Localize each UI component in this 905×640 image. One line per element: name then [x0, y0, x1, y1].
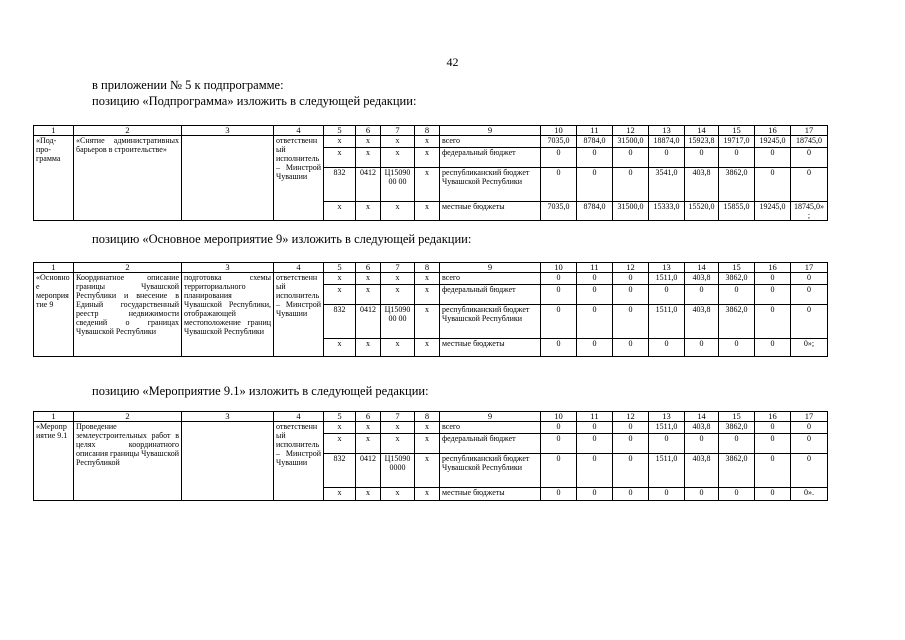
budget-code: 832 [324, 168, 356, 202]
funding-value: 0 [541, 488, 577, 501]
budget-code: x [324, 422, 356, 434]
budget-code: x [415, 434, 440, 454]
funding-value: 8784,0 [577, 202, 613, 221]
column-number: 9 [440, 263, 541, 273]
budget-code: x [356, 136, 381, 148]
column-number: 16 [755, 263, 791, 273]
budget-code: x [415, 136, 440, 148]
funding-value: 0 [541, 434, 577, 454]
funding-value: 18745,0»; [791, 202, 828, 221]
column-number: 2 [74, 412, 182, 422]
column-number: 7 [381, 126, 415, 136]
column-number: 8 [415, 412, 440, 422]
funding-value: 18745,0 [791, 136, 828, 148]
budget-code: x [415, 273, 440, 285]
funding-value: 0 [577, 168, 613, 202]
funding-value: 0 [577, 305, 613, 339]
funding-value: 0 [541, 305, 577, 339]
funding-value: 0 [791, 434, 828, 454]
funding-value: 19717,0 [719, 136, 755, 148]
budget-code: x [324, 434, 356, 454]
funding-value: 0 [755, 488, 791, 501]
funding-value: 3862,0 [719, 273, 755, 285]
funding-value: 0 [755, 273, 791, 285]
budget-code: x [381, 434, 415, 454]
funding-value: 3862,0 [719, 305, 755, 339]
funding-value: 0 [685, 339, 719, 357]
funding-source: республиканский бюджет Чувашской Республики [440, 168, 541, 202]
funding-value: 7035,0 [541, 202, 577, 221]
table-row [34, 273, 828, 285]
funding-value: 0 [577, 285, 613, 305]
funding-value: 1511,0 [649, 305, 685, 339]
funding-value: 0 [577, 434, 613, 454]
funding-value: 0 [685, 148, 719, 168]
funding-value: 19245,0 [755, 136, 791, 148]
column-number: 13 [649, 126, 685, 136]
budget-code: x [381, 148, 415, 168]
funding-source: федеральный бюджет [440, 285, 541, 305]
funding-value: 0 [755, 168, 791, 202]
table-row [34, 136, 828, 148]
funding-value: 403,8 [685, 454, 719, 488]
funding-value: 19245,0 [755, 202, 791, 221]
budget-code: x [415, 305, 440, 339]
row-executor: ответственный исполнитель – Минстрой Чувашии [274, 136, 324, 221]
funding-source: федеральный бюджет [440, 148, 541, 168]
funding-value: 0 [719, 488, 755, 501]
funding-value: 0 [577, 488, 613, 501]
column-number: 17 [791, 263, 828, 273]
funding-source: федеральный бюджет [440, 434, 541, 454]
column-number: 10 [541, 126, 577, 136]
column-number: 14 [685, 263, 719, 273]
funding-value: 0 [755, 305, 791, 339]
funding-value: 0 [613, 273, 649, 285]
budget-code: x [381, 136, 415, 148]
funding-value: 3862,0 [719, 454, 755, 488]
funding-value: 8784,0 [577, 136, 613, 148]
column-number: 14 [685, 412, 719, 422]
budget-code: x [356, 339, 381, 357]
funding-value: 31500,0 [613, 202, 649, 221]
budget-code: x [415, 202, 440, 221]
column-number: 10 [541, 263, 577, 273]
funding-value: 403,8 [685, 422, 719, 434]
column-number: 4 [274, 412, 324, 422]
budget-code: Ц15090 0000 [381, 454, 415, 488]
funding-value: 0 [541, 454, 577, 488]
funding-value: 3862,0 [719, 422, 755, 434]
column-number: 9 [440, 126, 541, 136]
budget-code: x [381, 273, 415, 285]
funding-value: 0 [541, 168, 577, 202]
funding-source: всего [440, 422, 541, 434]
heading-event-9-1: позицию «Мероприятие 9.1» изложить в следующей редакции: [92, 384, 429, 398]
column-number: 9 [440, 412, 541, 422]
budget-code: x [324, 285, 356, 305]
budget-code: x [324, 136, 356, 148]
row-name: Координатное описание границы Чувашской Республики и внесение в Единый государственный реестр недвижимости сведений о границах Чувашской Республики [74, 273, 182, 357]
row-goal [182, 136, 274, 221]
funding-value: 0 [577, 339, 613, 357]
funding-value: 403,8 [685, 273, 719, 285]
funding-value: 0 [719, 434, 755, 454]
budget-code: x [381, 488, 415, 501]
funding-source: всего [440, 136, 541, 148]
column-number: 11 [577, 263, 613, 273]
row-executor: ответственный исполнитель – Минстрой Чувашии [274, 273, 324, 357]
budget-code: x [324, 488, 356, 501]
column-number: 6 [356, 126, 381, 136]
column-number: 1 [34, 412, 74, 422]
budget-code: x [415, 148, 440, 168]
funding-source: республиканский бюджет Чувашской Республики [440, 305, 541, 339]
funding-value: 0 [613, 488, 649, 501]
column-number: 8 [415, 126, 440, 136]
budget-code: x [415, 285, 440, 305]
funding-value: 7035,0 [541, 136, 577, 148]
column-number: 6 [356, 412, 381, 422]
funding-value: 0 [791, 273, 828, 285]
funding-value: 0 [755, 339, 791, 357]
column-number: 15 [719, 126, 755, 136]
funding-value: 0 [685, 488, 719, 501]
funding-value: 0 [577, 422, 613, 434]
funding-value: 15855,0 [719, 202, 755, 221]
budget-code: 0412 [356, 454, 381, 488]
funding-value: 3862,0 [719, 168, 755, 202]
funding-source: республиканский бюджет Чувашской Республики [440, 454, 541, 488]
budget-code: x [415, 488, 440, 501]
funding-value: 3541,0 [649, 168, 685, 202]
funding-value: 0 [613, 434, 649, 454]
funding-value: 0 [755, 434, 791, 454]
budget-code: Ц1509000 00 [381, 168, 415, 202]
column-number: 17 [791, 412, 828, 422]
funding-value: 0 [719, 148, 755, 168]
funding-value: 0 [685, 434, 719, 454]
budget-code: x [324, 202, 356, 221]
budget-code: 832 [324, 305, 356, 339]
funding-value: 0 [541, 148, 577, 168]
budget-code: Ц1509000 00 [381, 305, 415, 339]
funding-value: 0 [791, 285, 828, 305]
funding-value: 0 [649, 339, 685, 357]
funding-value: 0 [649, 285, 685, 305]
row-goal [182, 422, 274, 501]
funding-value: 0 [541, 285, 577, 305]
budget-code: x [381, 422, 415, 434]
row-name: Проведение землеустроительных работ в целях координатного описания границы Чувашской Республикой [74, 422, 182, 501]
main-event-9-table [33, 262, 828, 357]
column-number: 3 [182, 126, 274, 136]
column-number: 12 [613, 126, 649, 136]
budget-code: x [415, 168, 440, 202]
funding-value: 0 [541, 339, 577, 357]
row-goal: подготовка схемы территориального планирования Чувашской Республики, отображающей местоположение границ Чувашской Республики [182, 273, 274, 357]
funding-value: 0». [791, 488, 828, 501]
funding-value: 0 [541, 422, 577, 434]
funding-value: 1511,0 [649, 422, 685, 434]
column-number: 7 [381, 412, 415, 422]
budget-code: x [356, 285, 381, 305]
funding-value: 0 [577, 148, 613, 168]
budget-code: 832 [324, 454, 356, 488]
budget-code: x [356, 434, 381, 454]
column-number: 8 [415, 263, 440, 273]
budget-code: x [356, 202, 381, 221]
funding-value: 0 [791, 148, 828, 168]
row-name: «Снятие административных барьеров в строительстве» [74, 136, 182, 221]
budget-code: x [356, 422, 381, 434]
budget-code: x [324, 339, 356, 357]
column-number: 15 [719, 412, 755, 422]
table-row [34, 422, 828, 434]
funding-value: 0 [613, 422, 649, 434]
page-number: 42 [446, 55, 459, 69]
budget-code: 0412 [356, 305, 381, 339]
column-number: 15 [719, 263, 755, 273]
funding-value: 0 [577, 273, 613, 285]
heading-main-event-9: позицию «Основное мероприятие 9» изложить в следующей редакции: [92, 232, 472, 246]
column-number: 6 [356, 263, 381, 273]
budget-code: 0412 [356, 168, 381, 202]
funding-value: 31500,0 [613, 136, 649, 148]
heading-appendix: в приложении № 5 к подпрограмме: [92, 78, 284, 92]
column-number: 13 [649, 263, 685, 273]
column-number: 11 [577, 126, 613, 136]
column-number: 4 [274, 126, 324, 136]
column-number: 1 [34, 263, 74, 273]
funding-value: 0 [613, 148, 649, 168]
budget-code: x [356, 273, 381, 285]
funding-value: 1511,0 [649, 454, 685, 488]
budget-code: x [356, 148, 381, 168]
funding-value: 0 [577, 454, 613, 488]
column-number: 13 [649, 412, 685, 422]
funding-value: 0 [613, 454, 649, 488]
column-header-row [34, 126, 828, 136]
funding-value: 0 [755, 148, 791, 168]
column-number: 3 [182, 263, 274, 273]
row-executor: ответственный исполнитель – Минстрой Чувашии [274, 422, 324, 501]
funding-value: 0 [649, 434, 685, 454]
funding-value: 0 [755, 454, 791, 488]
column-number: 5 [324, 126, 356, 136]
heading-subprogram: позицию «Подпрограмма» изложить в следующей редакции: [92, 94, 417, 108]
funding-value: 0 [719, 339, 755, 357]
funding-value: 0 [791, 422, 828, 434]
column-number: 16 [755, 412, 791, 422]
funding-value: 403,8 [685, 305, 719, 339]
budget-code: x [356, 488, 381, 501]
event-9-1-table [33, 411, 828, 501]
funding-value: 0 [719, 285, 755, 305]
row-status: «Мероприятие 9.1 [34, 422, 74, 501]
funding-value: 18874,0 [649, 136, 685, 148]
budget-code: x [324, 273, 356, 285]
row-status: «Основное мероприятие 9 [34, 273, 74, 357]
column-header-row [34, 263, 828, 273]
budget-code: x [381, 202, 415, 221]
column-number: 12 [613, 263, 649, 273]
column-number: 11 [577, 412, 613, 422]
column-number: 10 [541, 412, 577, 422]
subprogram-table [33, 125, 828, 221]
funding-value: 0 [613, 339, 649, 357]
budget-code: x [324, 148, 356, 168]
funding-value: 0 [649, 488, 685, 501]
funding-value: 0 [791, 305, 828, 339]
budget-code: x [381, 339, 415, 357]
column-number: 17 [791, 126, 828, 136]
column-number: 5 [324, 263, 356, 273]
funding-value: 0 [685, 285, 719, 305]
funding-value: 0 [541, 273, 577, 285]
column-number: 2 [74, 263, 182, 273]
funding-value: 15520,0 [685, 202, 719, 221]
funding-value: 403,8 [685, 168, 719, 202]
budget-code: x [381, 285, 415, 305]
funding-source: всего [440, 273, 541, 285]
column-number: 1 [34, 126, 74, 136]
row-status: «Под-про-грамма [34, 136, 74, 221]
funding-value: 0 [755, 422, 791, 434]
funding-value: 0 [613, 285, 649, 305]
column-number: 14 [685, 126, 719, 136]
funding-value: 0 [791, 168, 828, 202]
budget-code: x [415, 454, 440, 488]
funding-value: 0 [791, 454, 828, 488]
funding-value: 0 [613, 305, 649, 339]
funding-source: местные бюджеты [440, 339, 541, 357]
column-number: 4 [274, 263, 324, 273]
column-number: 5 [324, 412, 356, 422]
funding-value: 0»; [791, 339, 828, 357]
funding-source: местные бюджеты [440, 202, 541, 221]
column-number: 2 [74, 126, 182, 136]
column-header-row [34, 412, 828, 422]
budget-code: x [415, 422, 440, 434]
funding-value: 1511,0 [649, 273, 685, 285]
funding-source: местные бюджеты [440, 488, 541, 501]
funding-value: 0 [649, 148, 685, 168]
column-number: 12 [613, 412, 649, 422]
funding-value: 0 [613, 168, 649, 202]
funding-value: 15923,8 [685, 136, 719, 148]
column-number: 7 [381, 263, 415, 273]
column-number: 16 [755, 126, 791, 136]
column-number: 3 [182, 412, 274, 422]
funding-value: 0 [755, 285, 791, 305]
funding-value: 15333,0 [649, 202, 685, 221]
budget-code: x [415, 339, 440, 357]
